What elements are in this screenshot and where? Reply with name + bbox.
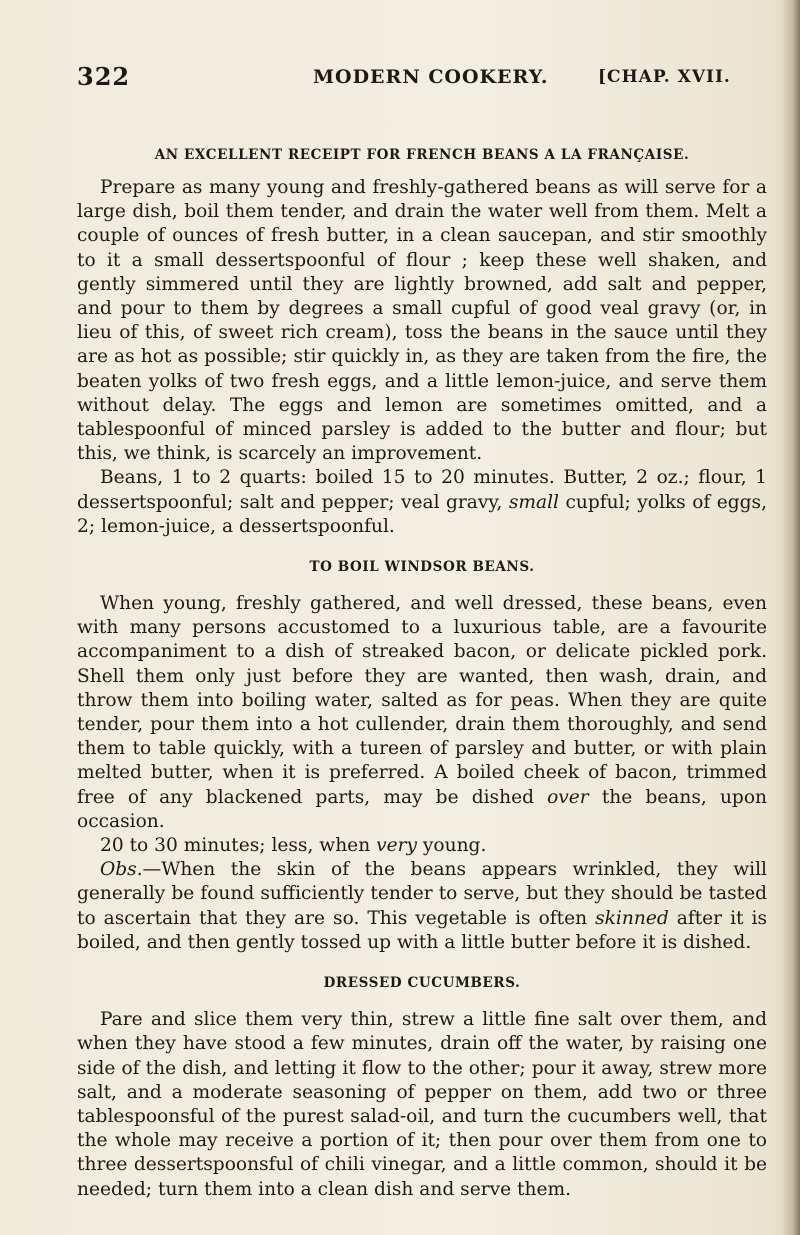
page-edge-shadow: [782, 0, 800, 1235]
recipe-paragraph-windsor-beans: [77, 592, 767, 834]
paragraph-emphasis: over: [547, 786, 589, 808]
obs-emphasis: skinned: [595, 907, 669, 929]
summary-emphasis: small: [508, 491, 559, 513]
page-body: [77, 145, 767, 1202]
recipe-title-cucumbers: DRESSED CUCUMBERS.: [323, 975, 521, 992]
timing-text: 20 to 30 minutes; less, when: [100, 835, 377, 857]
summary-text-end: cupful; yolks of eggs, 2; lemon-juice, a dessertspoonful.: [77, 491, 768, 537]
obs-label: Obs.: [100, 859, 143, 881]
paragraph-text: When young, freshly gathered, and well dressed, these beans, even with many persons accustomed to a luxurious table, are a favourite accompaniment to a dish of streaked bacon, or delicate pickled pork. Shell them only just before they are wanted, then wash, drain, and throw them into boiling water, salted as for peas. When they are quite tender, pour them into a hot cullender, drain them thoroughly, and send them to table quickly, with a tureen of parsley and butter, or with plain melted butter, when it is preferred. A boiled cheek of bacon, trimmed free of any blackened parts, may be dished: [77, 593, 767, 808]
obs-text: —When the skin of the beans appears wrinkled, they will generally be found sufficiently tender to serve, but they should be tasted to ascertain that they are so. This vegetable is often: [77, 859, 767, 929]
recipe-title-windsor-beans: TO BOIL WINDSOR BEANS.: [309, 559, 535, 576]
recipe-paragraph-cucumbers: Pare and slice them very thin, strew a little fine salt over them, and when they have stood a few minutes, drain off the water, by raising one side of the dish, and letting it flow to the other; pour it away, strew more salt, and a moderate seasoning of pepper on them, add two or three tablespoonsful of the purest salad-oil, and turn the cucumbers well, that the whole may receive a portion of it; then pour over them from one to three dessertspoonsful of chili vinegar, and a little common, should it be needed; turn them into a clean dish and serve them.: [77, 1009, 767, 1200]
recipe-timing-windsor-beans: [77, 834, 767, 858]
recipe-summary-french-beans: [77, 466, 767, 539]
recipe-title-french-beans: AN EXCELLENT RECEIPT FOR FRENCH BEANS A LA FRANÇAISE.: [154, 147, 690, 163]
paragraph-text-end: the beans, upon occasion.: [77, 786, 767, 832]
summary-text: Beans, 1 to 2 quarts: boiled 15 to 20 minutes. Butter, 2 oz.; flour, 1 dessertspoonful; salt and pepper; veal gravy,: [77, 467, 767, 513]
recipe-paragraph-french-beans: Prepare as many young and freshly-gathered beans as will serve for a large dish, boil them tender, and drain the water well from them. Melt a couple of ounces of fresh butter, in a clean saucepan, and stir smoothly to it a small dessertspoonful of flour ; keep these well shaken, and gently simmered until they are lightly browned, add salt and pepper, and pour to them by degrees a small cupful of good veal gravy (or, in lieu of this, of sweet rich cream), toss the beans in the sauce until they are as hot as possible; stir quickly in, as they are taken from the fire, the beaten yolks of two fresh eggs, and a little lemon-juice, and serve them without delay. The eggs and lemon are sometimes omitted, and a tablespoonful of minced parsley is added to the butter and flour; but this, we think, is scarcely an improvement.: [77, 177, 767, 465]
obs-text-end: after it is boiled, and then gently tossed up with a little butter before it is dished.: [77, 907, 767, 953]
recipe-observation-windsor-beans: [77, 858, 767, 955]
chapter-reference: [CHAP. XVII.: [598, 67, 731, 87]
running-title: MODERN COOKERY.: [313, 66, 549, 88]
timing-text-end: young.: [416, 835, 487, 857]
page-number: 322: [77, 62, 131, 91]
timing-emphasis: very: [376, 835, 417, 857]
page-header: [77, 62, 767, 96]
